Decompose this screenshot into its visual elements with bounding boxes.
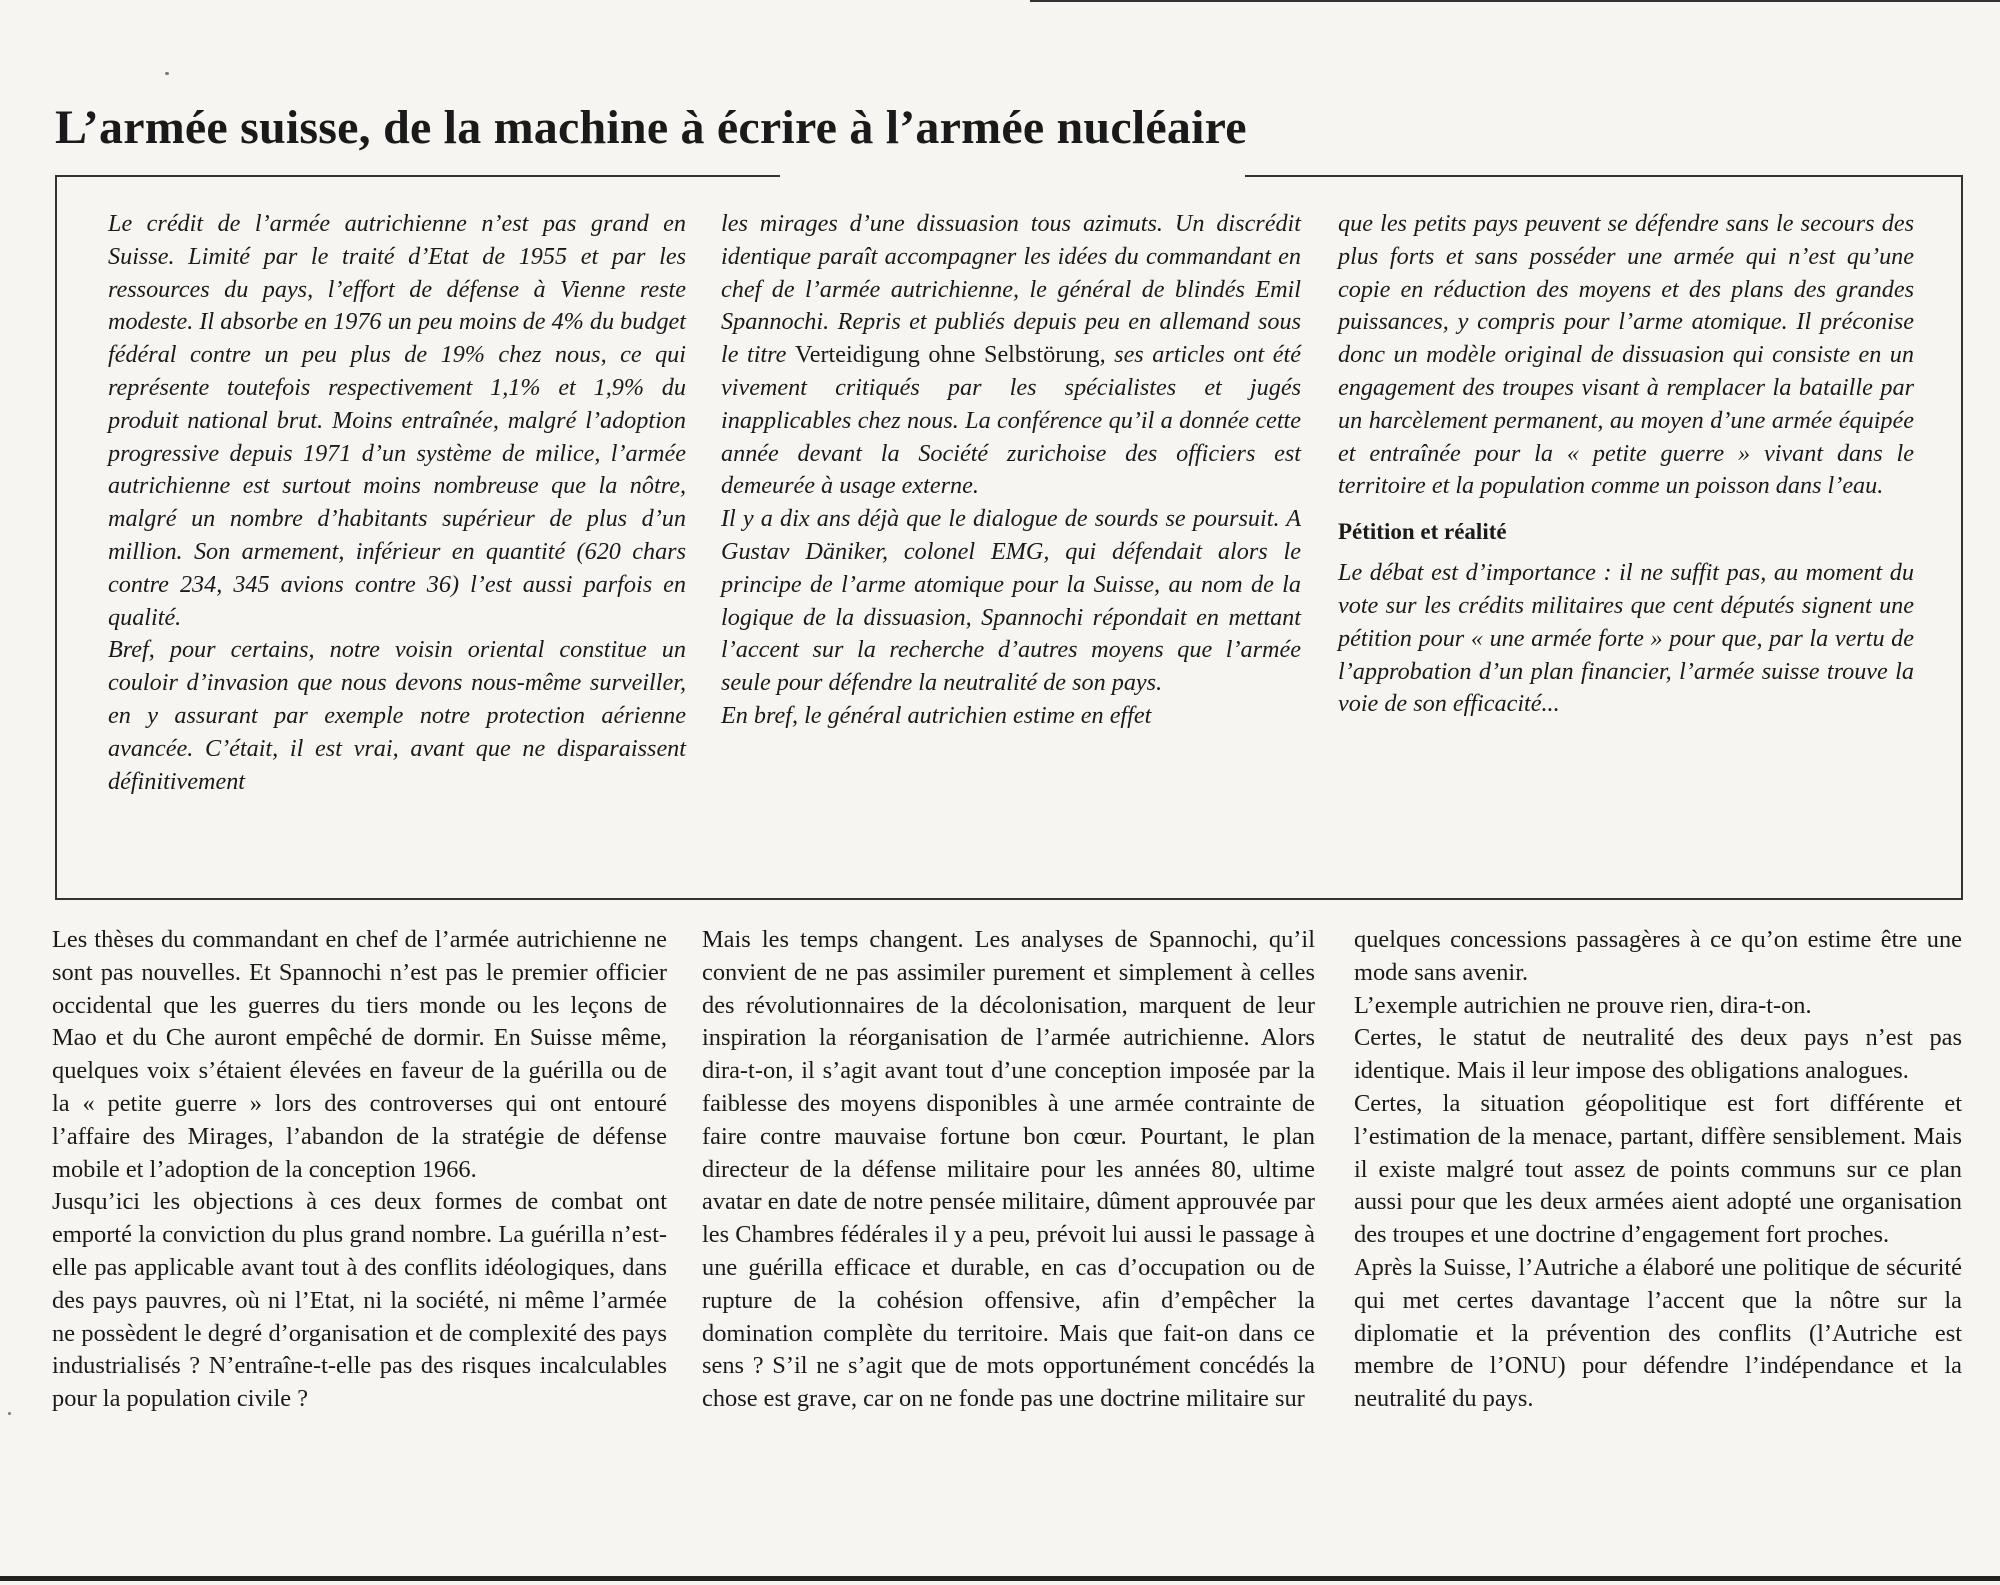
body-paragraph: Après la Suisse, l’Autriche a élaboré une politique de sécurité qui met certes davantage l’accent que la nôtre sur la diplomatie et la prévention des conflits (l’Autriche est membre de l’ONU) pour défendre l’indépendance et la neutralité du pays. [1354, 1253, 1962, 1413]
body-paragraph: Certes, le statut de neutralité des deux pays n’est pas identique. Mais il leur impose des obligations analogues. [1354, 1024, 1962, 1085]
body-column-2 [702, 924, 1315, 1416]
body-column-1 [52, 924, 667, 1416]
body-paragraph: Mais les temps changent. Les analyses de Spannochi, qu’il convient de ne pas assimiler purement et simplement à celles des révolutionnaires de la décolonisation, marquent de leur inspiration la réorganisation de l’armée autrichienne. Alors dira-t-on, il s’agit avant tout d’une conception imposée par la faiblesse des moyens disponibles à une armée contrainte de faire contre mauvaise fortune bon cœur. Pourtant, le plan directeur de la défense militaire pour les années 80, ultime avatar en date de notre pensée militaire, dûment approuvée par les Chambres fédérales il y a peu, prévoit lui aussi le passage à une guérilla efficace et durable, en cas d’occupation ou de rupture de la cohésion offensive, afin d’empêcher la domination complète du territoire. Mais que fait-on dans ce sens ? S’il ne s’agit que de mots opportunément concédés la chose est grave, car on ne fonde pas une doctrine militaire sur [702, 926, 1315, 1413]
body-paragraph: L’exemple autrichien ne prouve rien, dira-t-on. [1354, 991, 1812, 1019]
intro-paragraph: Le débat est d’importance : il ne suffit pas, au moment du vote sur les crédits militaires que cent députés signent une pétition pour « une armée forte » pour que, par la vertu de l’approbation d’un plan financier, l’armée suisse trouve la voie de son efficacité... [1338, 559, 1914, 718]
book-title: Verteidigung ohne Selbstörung [794, 341, 1100, 369]
article-title: L’armée suisse, de la machine à écrire à l’armée nucléaire [55, 101, 1247, 154]
body-paragraph: Les thèses du commandant en chef de l’armée autrichienne ne sont pas nouvelles. Et Spannochi n’est pas le premier officier occidental que les guerres du tiers monde ou les leçons de Mao et du Che auront empêché de dormir. En Suisse même, quelques voix s’étaient élevées en faveur de la guérilla ou de la « petite guerre » lors des controverses qui ont entouré l’affaire des Mirages, l’abandon de la stratégie de défense mobile et l’adoption de la conception 1966. [52, 926, 667, 1183]
intro-paragraph [721, 208, 1301, 503]
print-speck [165, 72, 169, 75]
title-box-gap [780, 170, 1245, 182]
top-rule [1030, 0, 2000, 2]
intro-paragraph: que les petits pays peuvent se défendre sans le secours des plus forts et sans posséder une armée qui n’est qu’une copie en réduction des moyens et des plans des grandes puissances, y compris pour l’arme atomique. Il préconise donc un modèle original de dissuasion qui consiste en un engagement des troupes visant à remplacer la bataille par un harcèlement permanent, au moyen d’une armée équipée et entraînée pour la « petite guerre » vivant dans le territoire et la population comme un poisson dans l’eau. [1338, 210, 1914, 500]
intro-paragraph: En bref, le général autrichien estime en effet [721, 701, 1152, 729]
section-subheading: Pétition et réalité [1338, 519, 1507, 545]
intro-paragraph: Bref, pour certains, notre voisin oriental constitue un couloir d’invasion que nous devons nous-même surveiller, en y assurant par exemple notre protection aérienne avancée. C’était, il est vrai, avant que ne disparaissent définitivement [108, 636, 686, 795]
intro-paragraph: Le crédit de l’armée autrichienne n’est pas grand en Suisse. Limité par le traité d’Etat de 1955 et par les ressources du pays, l’effort de défense à Vienne reste modeste. Il absorbe en 1976 un peu moins de 4% du budget fédéral contre un peu plus de 19% chez nous, ce qui représente toutefois respectivement 1,1% et 1,9% du produit national brut. Moins entraînée, malgré l’adoption progressive depuis 1971 d’un système de milice, l’armée autrichienne est surtout moins nombreuse que la nôtre, malgré un nombre d’habitants supérieur de plus d’un million. Son armement, inférieur en quantité (620 chars contre 234, 345 avions contre 36) l’est aussi parfois en qualité. [108, 210, 686, 631]
bottom-rule [0, 1576, 2000, 1581]
intro-text: les mirages d’une dissuasion tous azimuts. Un discrédit identique paraît accompagner les idées du commandant en chef de l’armée autrichienne, le général de blindés Emil Spannochi. Repris et publiés depuis peu en allemand sous le titre [721, 210, 1301, 369]
body-paragraph: Jusqu’ici les objections à ces deux formes de combat ont emporté la conviction du plus grand nombre. La guérilla n’est-elle pas applicable avant tout à des conflits idéologiques, dans des pays pauvres, où ni l’Etat, ni la société, ni même l’armée ne possèdent le degré d’organisation et de complexité des pays industrialisés ? N’entraîne-t-elle pas des risques incalculables pour la population civile ? [52, 1188, 667, 1413]
body-paragraph: Certes, la situation géopolitique est fort différente et l’estimation de la menace, partant, diffère sensiblement. Mais il existe malgré tout assez de points communs sur ce plan aussi pour que les deux armées aient adopté une organisation des troupes et une doctrine d’engagement fort proches. [1354, 1089, 1962, 1249]
body-paragraph: quelques concessions passagères à ce qu’on estime être une mode sans avenir. [1354, 926, 1962, 986]
intro-column-1 [108, 208, 686, 798]
intro-paragraph: Il y a dix ans déjà que le dialogue de sourds se poursuit. A Gustav Däniker, colonel EMG, qui défendait alors le principe de l’arme atomique pour la Suisse, au nom de la logique de la dissuasion, Spannochi répondait en mettant l’accent sur la recherche d’autres moyens que l’armée seule pour défendre la neutralité de son pays. [721, 505, 1301, 697]
intro-column-2 [721, 208, 1301, 733]
body-column-3 [1354, 924, 1962, 1416]
print-speck [8, 1412, 11, 1415]
intro-text: , ses articles ont été vivement critiqués par les spécialistes et jugés inapplicables chez nous. La conférence qu’il a donnée cette année devant la Société zurichoise des officiers est demeurée à usage externe. [721, 341, 1301, 500]
intro-column-3 [1338, 208, 1914, 721]
